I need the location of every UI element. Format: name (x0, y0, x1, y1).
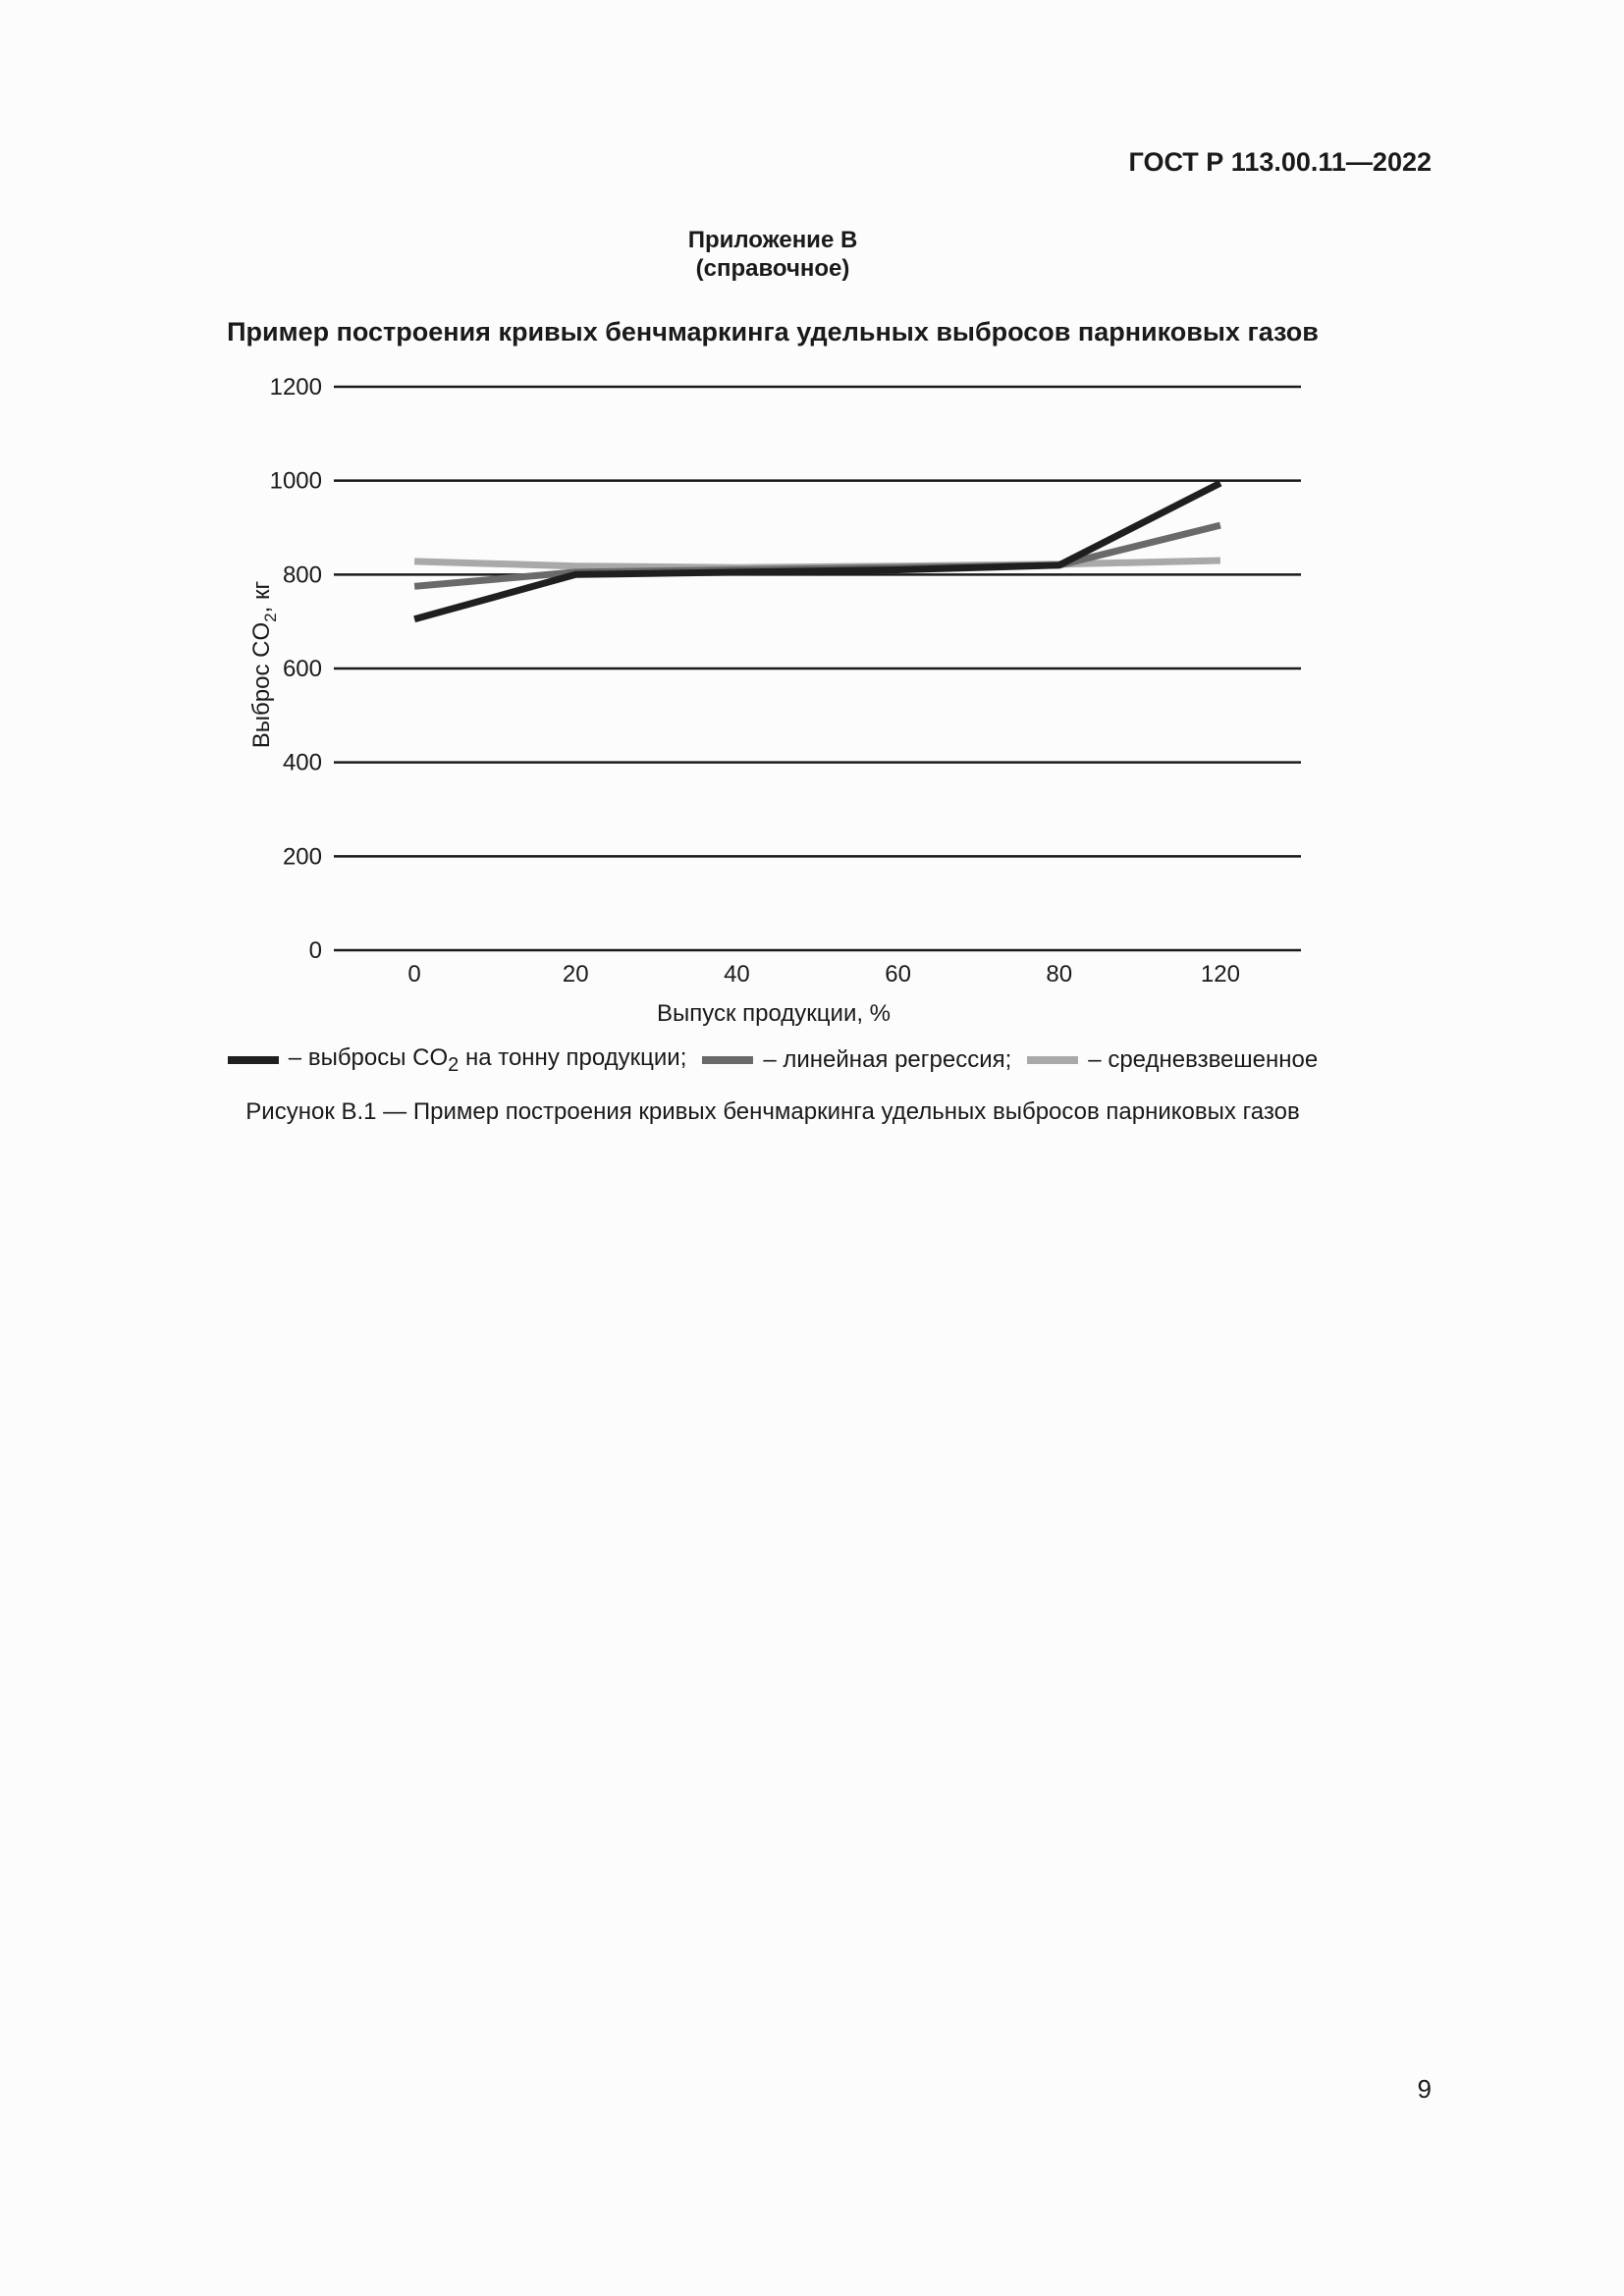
section-title: Пример построения кривых бенчмаркинга удельных выбросов парниковых газов (227, 317, 1319, 347)
y-tick-label: 1200 (269, 374, 322, 400)
x-tick-label: 60 (885, 961, 911, 988)
x-tick-label: 0 (407, 961, 421, 988)
series-co2-per-ton (414, 483, 1220, 619)
legend-item-linear-regression (702, 1046, 1011, 1074)
y-tick-label: 600 (282, 656, 322, 682)
legend-swatch-weighted-average (1027, 1056, 1078, 1064)
x-tick-labels (407, 961, 1240, 988)
legend-label-co2-per-ton (289, 1044, 687, 1077)
legend-item-weighted-average (1027, 1046, 1318, 1074)
emissions-benchmark-chart (226, 363, 1365, 1050)
x-tick-label: 40 (724, 961, 750, 988)
annex-heading (0, 226, 1545, 283)
y-tick-label: 800 (282, 561, 322, 589)
y-axis-label-tail: , кг (248, 580, 275, 614)
series-linear-regression (414, 525, 1220, 586)
y-axis-label-main: Выброс CO (248, 621, 275, 749)
legend-item-co2-per-ton (228, 1044, 687, 1077)
y-axis-label-subscript: 2 (261, 613, 280, 622)
y-tick-label: 1000 (269, 467, 322, 495)
legend-label-co2-main: – выбросы CO (288, 1044, 449, 1071)
y-tick-label: 0 (308, 937, 322, 964)
data-series (414, 483, 1220, 619)
legend-label-weighted-average: – средневзвешенное (1088, 1046, 1319, 1074)
chart-legend (0, 1044, 1545, 1077)
x-tick-label: 20 (562, 961, 589, 988)
y-tick-label: 200 (282, 843, 322, 871)
page-number: 9 (1417, 2074, 1432, 2104)
y-tick-labels (270, 374, 322, 964)
x-tick-label: 120 (1200, 961, 1240, 988)
grid-lines (334, 387, 1301, 950)
standard-number: ГОСТ Р 113.00.11—2022 (1128, 147, 1432, 177)
x-tick-label: 80 (1046, 961, 1073, 988)
annex-status: (справочное) (695, 255, 850, 282)
annex-title: Приложение В (687, 227, 858, 253)
legend-label-linear-regression: – линейная регрессия; (763, 1046, 1012, 1074)
figure-caption: Рисунок В.1 — Пример построения кривых бенчмаркинга удельных выбросов парниковых газов (245, 1098, 1300, 1125)
x-axis-label: Выпуск продукции, % (656, 1000, 892, 1027)
legend-swatch-linear-regression (702, 1056, 753, 1064)
y-axis-label (248, 581, 280, 749)
legend-label-co2-tail: на тонну продукции; (459, 1044, 687, 1071)
legend-label-co2-subscript: 2 (448, 1053, 460, 1076)
y-tick-label: 400 (282, 749, 322, 776)
legend-swatch-co2-per-ton (228, 1056, 279, 1064)
